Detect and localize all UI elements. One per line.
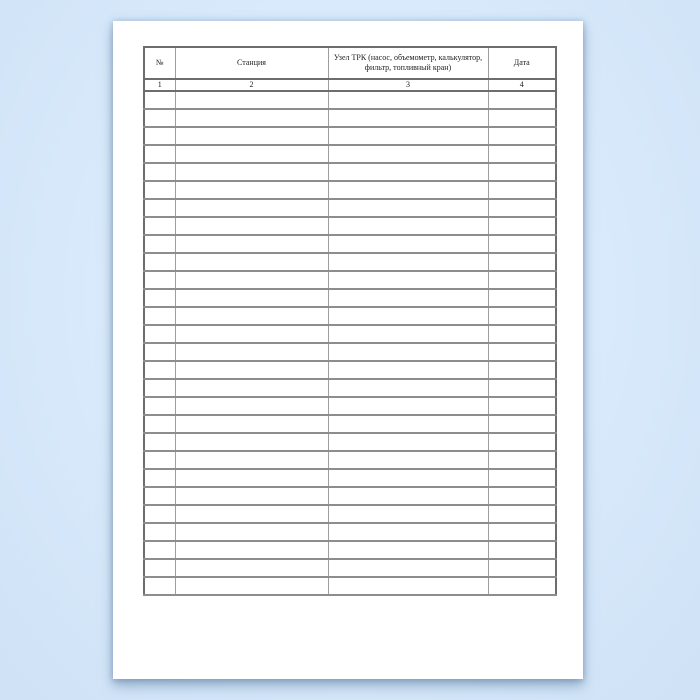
column-header-station: Станция bbox=[175, 47, 328, 79]
empty-cell bbox=[175, 487, 328, 505]
column-index-cell: 4 bbox=[488, 79, 556, 91]
empty-cell bbox=[488, 397, 556, 415]
empty-cell bbox=[175, 199, 328, 217]
empty-cell bbox=[328, 307, 488, 325]
empty-cell bbox=[175, 523, 328, 541]
empty-cell bbox=[175, 271, 328, 289]
empty-cell bbox=[488, 361, 556, 379]
empty-cell bbox=[175, 433, 328, 451]
empty-cell bbox=[328, 145, 488, 163]
empty-cell bbox=[175, 397, 328, 415]
empty-cell bbox=[328, 397, 488, 415]
empty-cell bbox=[144, 397, 175, 415]
empty-cell bbox=[175, 307, 328, 325]
empty-cell bbox=[144, 235, 175, 253]
column-index-row bbox=[144, 79, 556, 91]
blank-table-row bbox=[144, 163, 556, 181]
empty-cell bbox=[175, 415, 328, 433]
empty-cell bbox=[144, 253, 175, 271]
empty-cell bbox=[144, 145, 175, 163]
column-header-trk-unit: Узел ТРК (насос, объемометр, калькулятор, фильтр, топливный кран) bbox=[328, 47, 488, 79]
blank-table-row bbox=[144, 541, 556, 559]
empty-cell bbox=[328, 109, 488, 127]
empty-cell bbox=[328, 325, 488, 343]
empty-cell bbox=[144, 163, 175, 181]
column-index-cell: 2 bbox=[175, 79, 328, 91]
empty-cell bbox=[328, 505, 488, 523]
empty-cell bbox=[488, 523, 556, 541]
blank-table-row bbox=[144, 487, 556, 505]
empty-cell bbox=[144, 433, 175, 451]
empty-cell bbox=[144, 307, 175, 325]
empty-cell bbox=[328, 487, 488, 505]
empty-cell bbox=[488, 199, 556, 217]
empty-cell bbox=[175, 325, 328, 343]
empty-cell bbox=[328, 289, 488, 307]
empty-cell bbox=[175, 541, 328, 559]
blank-table-row bbox=[144, 415, 556, 433]
document-page bbox=[113, 21, 583, 679]
empty-cell bbox=[144, 577, 175, 595]
empty-cell bbox=[144, 325, 175, 343]
blank-table-row bbox=[144, 235, 556, 253]
blank-table-row bbox=[144, 253, 556, 271]
empty-cell bbox=[488, 451, 556, 469]
blank-table-row bbox=[144, 343, 556, 361]
column-header-date: Дата bbox=[488, 47, 556, 79]
empty-cell bbox=[144, 487, 175, 505]
registration-table bbox=[143, 46, 557, 596]
empty-cell bbox=[488, 145, 556, 163]
empty-cell bbox=[175, 109, 328, 127]
empty-cell bbox=[175, 235, 328, 253]
empty-cell bbox=[328, 235, 488, 253]
empty-cell bbox=[144, 217, 175, 235]
blank-table-row bbox=[144, 217, 556, 235]
empty-cell bbox=[488, 181, 556, 199]
empty-cell bbox=[328, 451, 488, 469]
empty-cell bbox=[175, 559, 328, 577]
empty-cell bbox=[328, 199, 488, 217]
blank-table-row bbox=[144, 469, 556, 487]
empty-cell bbox=[488, 469, 556, 487]
empty-cell bbox=[488, 379, 556, 397]
empty-cell bbox=[328, 217, 488, 235]
blank-table-row bbox=[144, 271, 556, 289]
blank-table-row bbox=[144, 181, 556, 199]
empty-cell bbox=[328, 523, 488, 541]
empty-cell bbox=[488, 127, 556, 145]
empty-cell bbox=[328, 91, 488, 109]
blank-table-row bbox=[144, 361, 556, 379]
empty-cell bbox=[488, 235, 556, 253]
empty-cell bbox=[488, 343, 556, 361]
empty-cell bbox=[488, 433, 556, 451]
column-index-cell: 3 bbox=[328, 79, 488, 91]
blank-table-row bbox=[144, 307, 556, 325]
empty-cell bbox=[328, 271, 488, 289]
empty-cell bbox=[144, 199, 175, 217]
blank-table-row bbox=[144, 577, 556, 595]
blank-table-row bbox=[144, 199, 556, 217]
empty-cell bbox=[144, 415, 175, 433]
empty-cell bbox=[144, 541, 175, 559]
blank-table-row bbox=[144, 379, 556, 397]
empty-cell bbox=[175, 577, 328, 595]
empty-cell bbox=[328, 415, 488, 433]
empty-cell bbox=[328, 469, 488, 487]
empty-cell bbox=[328, 541, 488, 559]
empty-cell bbox=[144, 379, 175, 397]
empty-cell bbox=[144, 505, 175, 523]
empty-cell bbox=[328, 361, 488, 379]
blank-table-row bbox=[144, 145, 556, 163]
empty-cell bbox=[175, 253, 328, 271]
empty-cell bbox=[175, 451, 328, 469]
column-header-number: № bbox=[144, 47, 175, 79]
empty-cell bbox=[328, 343, 488, 361]
empty-cell bbox=[175, 91, 328, 109]
empty-cell bbox=[328, 577, 488, 595]
empty-cell bbox=[488, 487, 556, 505]
empty-cell bbox=[175, 469, 328, 487]
blank-table-row bbox=[144, 289, 556, 307]
empty-cell bbox=[488, 415, 556, 433]
empty-cell bbox=[328, 127, 488, 145]
empty-cell bbox=[144, 91, 175, 109]
empty-cell bbox=[488, 289, 556, 307]
empty-cell bbox=[488, 559, 556, 577]
empty-cell bbox=[488, 505, 556, 523]
empty-cell bbox=[488, 271, 556, 289]
empty-cell bbox=[328, 163, 488, 181]
empty-cell bbox=[488, 91, 556, 109]
empty-cell bbox=[144, 469, 175, 487]
empty-cell bbox=[144, 127, 175, 145]
blank-table-row bbox=[144, 433, 556, 451]
empty-cell bbox=[488, 541, 556, 559]
table-header-row bbox=[144, 47, 556, 79]
blank-table-row bbox=[144, 559, 556, 577]
blank-table-row bbox=[144, 91, 556, 109]
empty-cell bbox=[488, 325, 556, 343]
blank-table-row bbox=[144, 397, 556, 415]
empty-cell bbox=[175, 505, 328, 523]
empty-cell bbox=[488, 253, 556, 271]
empty-cell bbox=[328, 559, 488, 577]
empty-cell bbox=[175, 217, 328, 235]
blank-table-row bbox=[144, 127, 556, 145]
empty-cell bbox=[144, 181, 175, 199]
empty-cell bbox=[175, 379, 328, 397]
empty-cell bbox=[144, 451, 175, 469]
empty-cell bbox=[328, 181, 488, 199]
empty-cell bbox=[488, 217, 556, 235]
empty-cell bbox=[488, 163, 556, 181]
empty-cell bbox=[144, 523, 175, 541]
empty-cell bbox=[175, 289, 328, 307]
empty-cell bbox=[175, 163, 328, 181]
blank-table-row bbox=[144, 451, 556, 469]
empty-cell bbox=[175, 127, 328, 145]
blank-table-row bbox=[144, 523, 556, 541]
blank-table-row bbox=[144, 109, 556, 127]
empty-cell bbox=[144, 289, 175, 307]
empty-cell bbox=[328, 253, 488, 271]
column-index-cell: 1 bbox=[144, 79, 175, 91]
empty-cell bbox=[328, 433, 488, 451]
empty-cell bbox=[175, 343, 328, 361]
empty-cell bbox=[144, 361, 175, 379]
empty-cell bbox=[328, 379, 488, 397]
empty-cell bbox=[144, 271, 175, 289]
blank-table-row bbox=[144, 325, 556, 343]
empty-cell bbox=[488, 577, 556, 595]
empty-cell bbox=[144, 559, 175, 577]
empty-cell bbox=[144, 343, 175, 361]
empty-cell bbox=[175, 181, 328, 199]
empty-cell bbox=[175, 361, 328, 379]
empty-cell bbox=[488, 109, 556, 127]
empty-cell bbox=[144, 109, 175, 127]
empty-cell bbox=[488, 307, 556, 325]
blank-rows-body bbox=[144, 91, 556, 595]
blank-table-row bbox=[144, 505, 556, 523]
empty-cell bbox=[175, 145, 328, 163]
